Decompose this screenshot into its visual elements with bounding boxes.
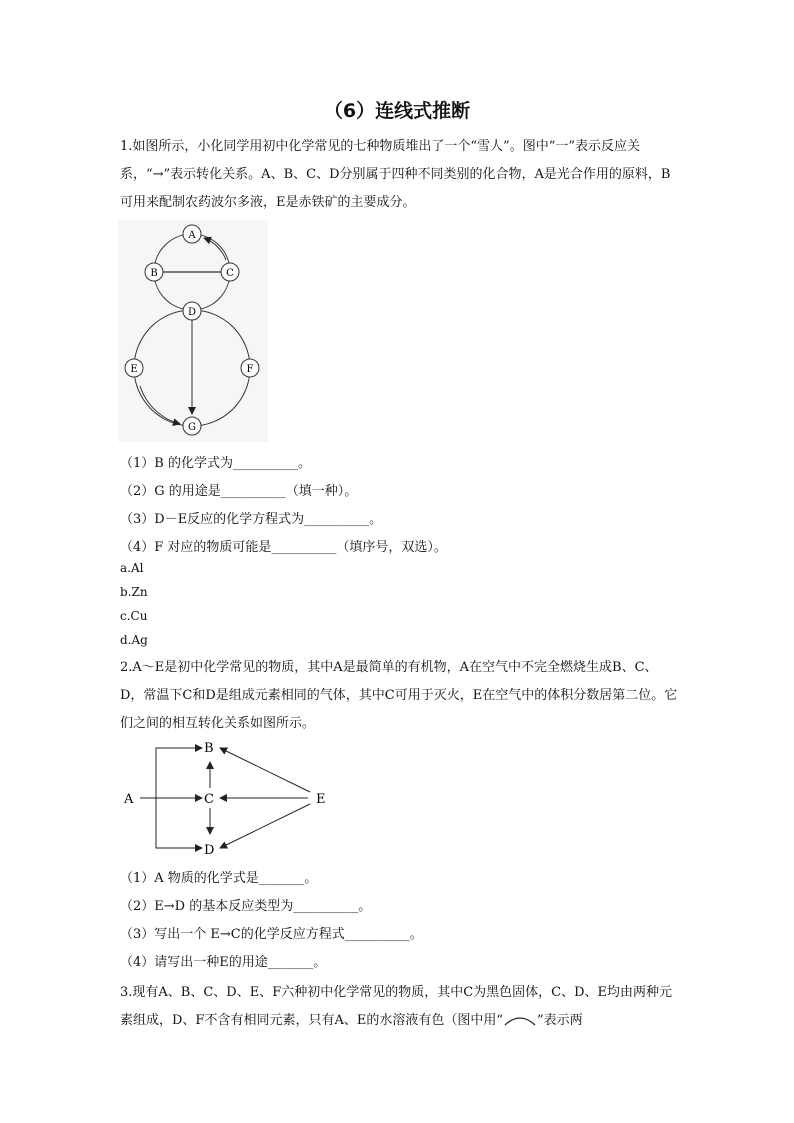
q2-stem: 2.A～E是初中化学常见的物质，其中A是最简单的有机物，A在空气中不完全燃烧生成B、C、D，常温下C和D是组成元素相同的气体，其中C可用于灭火，E在空气中的体积分数居第二位。它们之间的相互转化关系如图所示。 <box>120 660 678 731</box>
label-c: C <box>204 792 214 807</box>
arrow-a-b <box>156 748 202 798</box>
label-b: B <box>204 741 214 756</box>
svg-text:A: A <box>188 230 196 241</box>
q2-sub-1: （1）A 物质的化学式是_______。 <box>120 871 318 886</box>
q3-stem-after: ”表示两 <box>536 1013 583 1028</box>
node-a <box>183 225 201 243</box>
q1-option-d: d.Ag <box>120 633 148 647</box>
q1-option-c: c.Cu <box>120 609 148 623</box>
q1-sub-2: （2）G 的用途是__________（填一种）。 <box>120 484 358 499</box>
svg-text:E: E <box>130 364 138 375</box>
label-d: D <box>204 843 215 858</box>
q1-option-a: a.Al <box>120 561 144 575</box>
page-title: （6）连线式推断 <box>323 100 471 122</box>
q2-sub-3: （3）写出一个 E→C的化学反应方程式__________。 <box>120 927 423 942</box>
q1-sub-1: （1）B 的化学式为__________。 <box>120 456 311 471</box>
svg-text:F: F <box>246 364 254 375</box>
q3-stem <box>120 979 680 1035</box>
node-b <box>145 263 163 281</box>
q2-sub-2: （2）E→D 的基本反应类型为__________。 <box>120 899 372 914</box>
q1-sub-4: （4）F 对应的物质可能是__________（填序号，双选）。 <box>120 540 447 555</box>
arrow-e-b <box>220 748 310 792</box>
node-f <box>241 359 259 377</box>
q1-sub-3: （3）D－E反应的化学方程式为__________。 <box>120 512 383 527</box>
arc-connector-icon <box>503 1015 537 1027</box>
node-g <box>183 417 201 435</box>
svg-text:C: C <box>226 268 234 279</box>
snowman-diagram <box>118 220 268 442</box>
q1-option-b: b.Zn <box>120 585 148 599</box>
q1-stem: 1.如图所示，小化同学用初中化学常见的七种物质堆出了一个“雪人”。图中“一”表示反应关系，“→”表示转化关系。A、B、C、D分别属于四种不同类别的化合物，A是光合作用的原料，B可用来配制农药波尔多液，E是赤铁矿的主要成分。 <box>120 139 671 210</box>
label-e: E <box>316 792 326 807</box>
svg-text:B: B <box>150 268 158 279</box>
arrow-a-d <box>156 798 202 848</box>
arrow-e-d <box>220 804 310 848</box>
label-a: A <box>124 792 134 807</box>
svg-text:D: D <box>187 307 197 318</box>
svg-text:G: G <box>188 422 196 433</box>
node-e <box>125 359 143 377</box>
node-c <box>221 263 239 281</box>
transformation-diagram <box>118 736 338 858</box>
q3-stem-before: 3.现有A、B、C、D、E、F六种初中化学常见的物质，其中C为黑色固体，C、D、E均由两种元素组成，D、F不含有相同元素，只有A、E的水溶液有色（图中用“ <box>120 985 673 1028</box>
q2-sub-4: （4）请写出一种E的用途_______。 <box>120 955 327 970</box>
node-d <box>183 302 201 320</box>
